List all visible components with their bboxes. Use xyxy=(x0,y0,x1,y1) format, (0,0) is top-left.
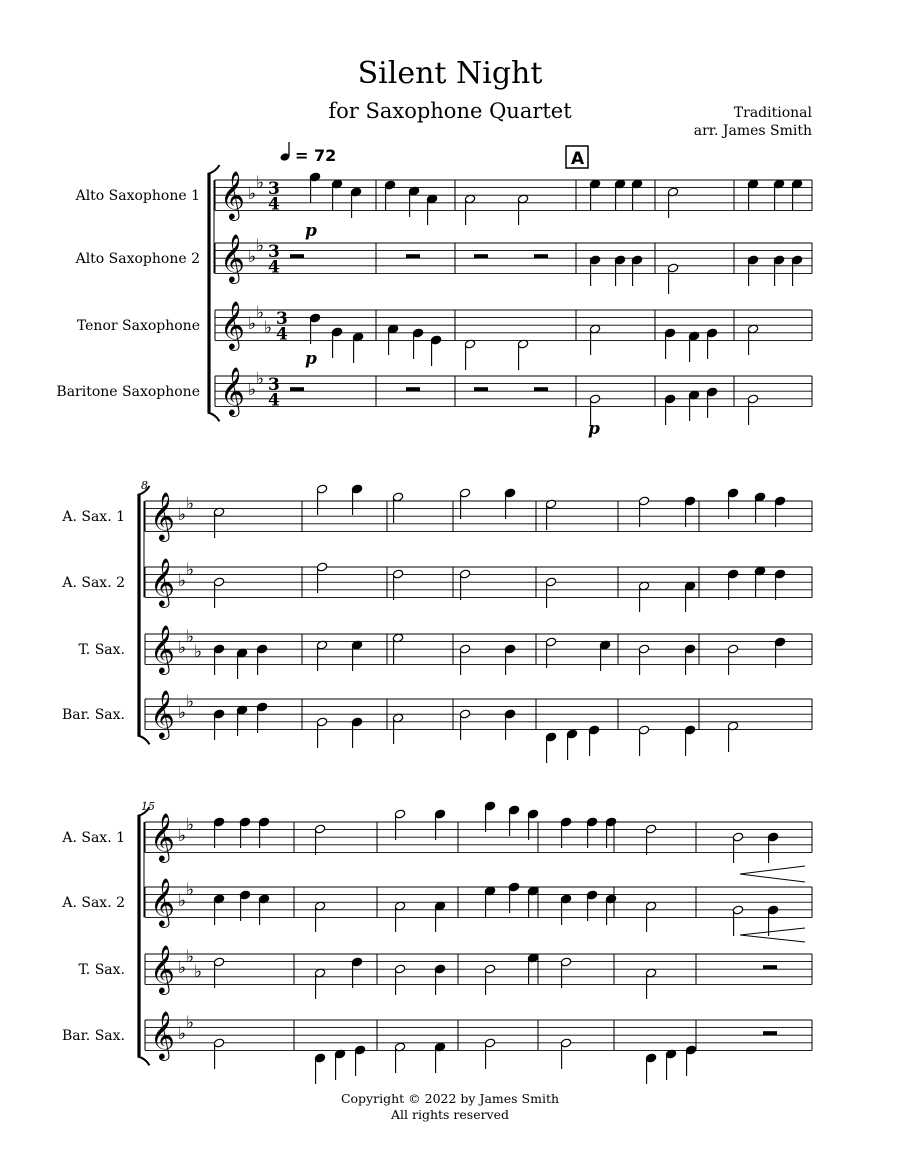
whole-rest xyxy=(406,254,420,258)
staff xyxy=(79,624,812,675)
measure-number: 15 xyxy=(141,800,155,813)
tempo-marking xyxy=(280,142,337,165)
instrument-label: Baritone Saxophone xyxy=(56,384,200,401)
flat-icon: ♭ xyxy=(194,642,203,662)
treble-clef-icon: 𝄞 xyxy=(150,1009,175,1059)
whole-rest xyxy=(290,387,304,391)
rights-line: All rights reserved xyxy=(390,1107,510,1122)
flat-icon: ♭ xyxy=(178,958,187,979)
time-signature-bottom: 4 xyxy=(276,324,288,345)
time-signature-bottom: 4 xyxy=(268,390,280,411)
instrument-label: T. Sax. xyxy=(78,642,125,659)
dynamic-piano: p xyxy=(305,349,317,369)
flat-icon: ♭ xyxy=(248,247,257,268)
instrument-label: A. Sax. 2 xyxy=(62,895,125,912)
staff xyxy=(62,689,812,740)
staff-system-1 xyxy=(56,165,812,421)
whole-rest xyxy=(534,387,548,391)
instrument-label: A. Sax. 1 xyxy=(62,830,125,847)
treble-clef-icon: 𝄞 xyxy=(150,623,175,673)
time-signature-top: 3 xyxy=(268,179,280,200)
dynamic-piano: p xyxy=(305,221,317,241)
flat-icon: ♭ xyxy=(194,962,203,982)
flat-icon: ♭ xyxy=(186,626,195,647)
composer-arranger: arr. James Smith xyxy=(693,123,812,139)
flat-icon: ♭ xyxy=(256,172,265,193)
bracket-bottom-hook xyxy=(138,735,150,744)
time-signature-bottom: 4 xyxy=(268,194,280,215)
systems-layer xyxy=(56,165,812,1084)
copyright-line: Copyright © 2022 by James Smith xyxy=(340,1091,560,1106)
time-signature-top: 3 xyxy=(276,309,288,330)
flat-icon: ♭ xyxy=(248,184,257,205)
time-signature-top: 3 xyxy=(268,375,280,396)
flat-icon: ♭ xyxy=(178,638,187,659)
instrument-label: Bar. Sax. xyxy=(62,707,125,724)
flat-icon: ♭ xyxy=(264,318,273,338)
staff xyxy=(56,366,812,417)
flat-icon: ♭ xyxy=(186,493,195,514)
treble-clef-icon: 𝄞 xyxy=(150,943,175,993)
flat-icon: ♭ xyxy=(178,505,187,526)
staff xyxy=(75,233,812,284)
treble-clef-icon: 𝄞 xyxy=(150,556,175,606)
whole-rest xyxy=(763,965,777,969)
tempo-value: = 72 xyxy=(295,146,337,165)
flat-icon: ♭ xyxy=(186,559,195,580)
whole-rest xyxy=(290,254,304,258)
instrument-label: T. Sax. xyxy=(78,962,125,979)
instrument-label: A. Sax. 2 xyxy=(62,575,125,592)
whole-rest xyxy=(474,387,488,391)
flat-icon: ♭ xyxy=(256,302,265,323)
flat-icon: ♭ xyxy=(256,235,265,256)
copyright-footer xyxy=(0,1091,900,1123)
staff xyxy=(61,812,812,863)
staff xyxy=(79,944,812,995)
treble-clef-icon: 𝄞 xyxy=(150,490,175,540)
rehearsal-mark xyxy=(566,146,588,169)
staff xyxy=(61,877,812,928)
bracket-bottom-hook xyxy=(208,412,220,421)
staff xyxy=(61,557,812,608)
instrument-label: Tenor Saxophone xyxy=(76,318,200,335)
staff-system-2 xyxy=(61,479,812,744)
bracket-top-hook xyxy=(208,165,220,174)
whole-rest xyxy=(474,254,488,258)
treble-clef-icon: 𝄞 xyxy=(150,688,175,738)
composer-traditional: Traditional xyxy=(733,105,812,121)
treble-clef-icon: 𝄞 xyxy=(150,876,175,926)
treble-clef-icon: 𝄞 xyxy=(220,232,245,282)
whole-rest xyxy=(406,387,420,391)
flat-icon: ♭ xyxy=(178,1024,187,1045)
time-signature-top: 3 xyxy=(268,242,280,263)
flat-icon: ♭ xyxy=(178,703,187,724)
time-signature-bottom: 4 xyxy=(268,257,280,278)
whole-rest xyxy=(534,254,548,258)
rehearsal-letter: A xyxy=(571,149,585,169)
flat-icon: ♭ xyxy=(248,314,257,335)
measure-number: 8 xyxy=(141,479,148,492)
staff xyxy=(62,1010,812,1061)
flat-icon: ♭ xyxy=(186,691,195,712)
whole-rest xyxy=(763,1031,777,1035)
flat-icon: ♭ xyxy=(178,891,187,912)
staff-system-3 xyxy=(61,800,812,1065)
staff xyxy=(77,300,812,351)
staff xyxy=(75,170,812,221)
instrument-label: A. Sax. 1 xyxy=(62,509,125,526)
crescendo-hairpin xyxy=(740,928,805,942)
flat-icon: ♭ xyxy=(178,826,187,847)
score-title: Silent Night xyxy=(357,56,543,91)
flat-icon: ♭ xyxy=(178,571,187,592)
flat-icon: ♭ xyxy=(186,1012,195,1033)
instrument-label: Alto Saxophone 2 xyxy=(75,251,200,268)
instrument-label: Alto Saxophone 1 xyxy=(75,188,200,205)
treble-clef-icon: 𝄞 xyxy=(150,811,175,861)
crescendo-hairpin xyxy=(740,866,805,882)
instrument-label: Bar. Sax. xyxy=(62,1028,125,1045)
flat-icon: ♭ xyxy=(186,879,195,900)
bracket-bottom-hook xyxy=(138,1056,150,1065)
staff xyxy=(61,491,812,542)
score-subtitle: for Saxophone Quartet xyxy=(328,99,572,123)
treble-clef-icon: 𝄞 xyxy=(220,299,245,349)
treble-clef-icon: 𝄞 xyxy=(220,169,245,219)
dynamic-piano: p xyxy=(588,419,600,439)
flat-icon: ♭ xyxy=(186,946,195,967)
flat-icon: ♭ xyxy=(248,380,257,401)
treble-clef-icon: 𝄞 xyxy=(220,365,245,415)
flat-icon: ♭ xyxy=(186,814,195,835)
flat-icon: ♭ xyxy=(256,368,265,389)
